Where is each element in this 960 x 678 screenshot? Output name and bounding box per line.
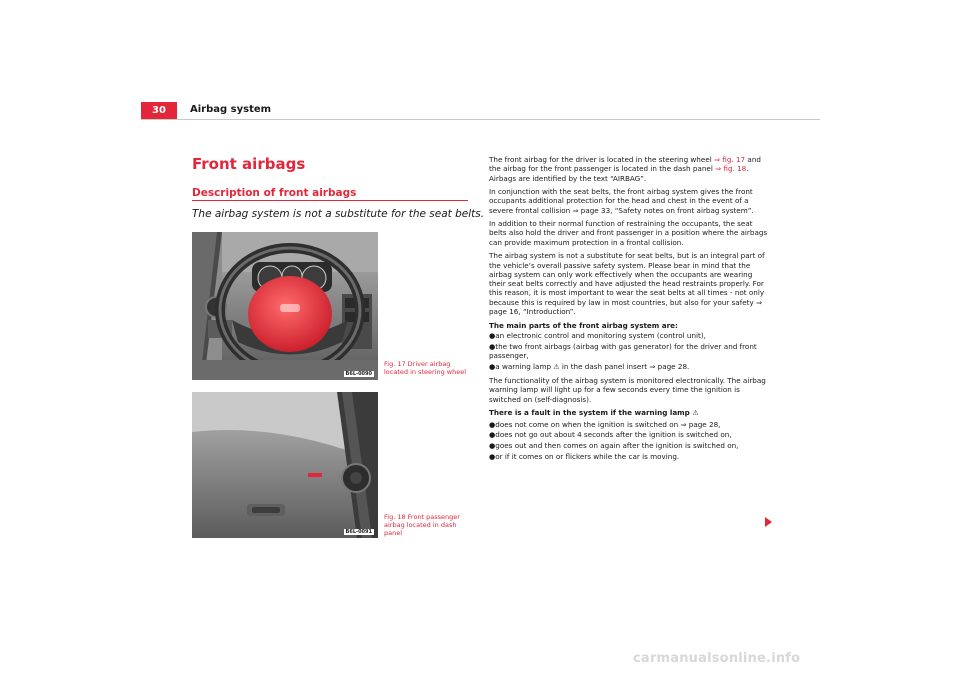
text: or if it comes on or flickers while the car is moving. [495, 452, 680, 462]
sub-heading: Description of front airbags [192, 187, 357, 199]
list-item [489, 420, 769, 429]
figure-link[interactable]: ⇒ fig. 17 [714, 155, 746, 164]
text: There is a fault in the system if the warning lamp [489, 408, 690, 418]
airbag-warning-lamp-icon: ⚠ [692, 409, 699, 418]
watermark: carmanualsonline.info [633, 651, 801, 666]
text: and the airbag for the front passenger is located in the dash panel [489, 155, 761, 174]
bullet-icon: ● [489, 419, 496, 429]
figure-caption: Fig. 18 Front passenger airbag located in dash panel [384, 513, 460, 537]
body-text [489, 155, 769, 463]
airbag-warning-lamp-icon: ⚠ [553, 362, 560, 371]
paragraph: In conjunction with the seat belts, the front airbag system gives the front occupants additional protection for the head and chest in the event of a severe frontal collision ⇒ page 33, “Safety notes on front airbag system”. [489, 187, 754, 215]
figure-link[interactable]: ⇒ fig. 18 [715, 164, 747, 174]
text: The front airbag for the driver is located in the steering wheel [489, 155, 714, 164]
main-heading: Front airbags [192, 155, 306, 173]
text: goes out and then comes on again after the ignition is switched on, [495, 441, 739, 451]
text: does not go out about 4 seconds after the ignition is switched on, [495, 430, 732, 440]
bullet-icon: ● [489, 361, 496, 371]
figure-code: B6L-0091 [345, 529, 372, 535]
figure-driver-airbag [192, 232, 378, 380]
bullet-icon: ● [489, 430, 496, 440]
next-page-arrow-icon[interactable] [765, 517, 772, 527]
dash-panel-illustration [192, 392, 378, 538]
paragraph: The airbag system is not a substitute for seat belts, but is an integral part of the vehicle’s overall passive safety system. Please bear in mind that the airbag system can only work effectively when the occupants are wearing their seat belts correctly and have adjusted the head restraints properly. For this reason, it is most important to wear the seat belts at all times - not only because this is required by law in most countries, but also for your safety ⇒ page 16, “Introduction”. [489, 251, 765, 317]
text: a warning lamp [495, 361, 554, 371]
bullet-icon: ● [489, 341, 496, 351]
header-divider [141, 119, 820, 120]
bullet-icon: ● [489, 330, 496, 340]
list-item [489, 331, 769, 340]
text: . Airbags are identified by the text “AIRBAG”. [489, 164, 749, 183]
text: an electronic control and monitoring system (control unit), [495, 330, 706, 340]
page-number: 30 [141, 102, 177, 119]
bullet-icon: ● [489, 441, 496, 451]
text: the two front airbags (airbag with gas generator) for the driver and front passenger, [489, 341, 757, 360]
parts-heading: The main parts of the front airbag system are: [489, 320, 678, 330]
figure-caption: Fig. 17 Driver airbag located in steering wheel [384, 360, 467, 376]
section-title: Airbag system [190, 104, 272, 115]
fault-heading [489, 408, 769, 418]
list-item [489, 342, 769, 361]
paragraph: In addition to their normal function of restraining the occupants, the seat belts also hold the driver and front passenger in a position where the airbags can provide maximum protection in a frontal collision. [489, 219, 768, 247]
paragraph: The functionality of the airbag system is monitored electronically. The airbag warning lamp will light up for a few seconds every time the ignition is switched on (self-diagnosis). [489, 376, 766, 404]
figure-code: B6L-0090 [345, 371, 372, 377]
list-item [489, 430, 769, 439]
list-item [489, 452, 769, 461]
list-item [489, 362, 769, 372]
figure-passenger-airbag [192, 392, 378, 538]
steering-wheel-illustration [192, 232, 378, 380]
bullet-icon: ● [489, 452, 496, 462]
intro-italic: The airbag system is not a substitute for the seat belts. [192, 208, 485, 220]
sub-heading-divider [192, 200, 468, 201]
paragraph [489, 155, 769, 183]
text: in the dash panel insert ⇒ page 28. [559, 361, 690, 371]
list-item [489, 441, 769, 450]
text: does not come on when the ignition is switched on ⇒ page 28, [495, 419, 721, 429]
